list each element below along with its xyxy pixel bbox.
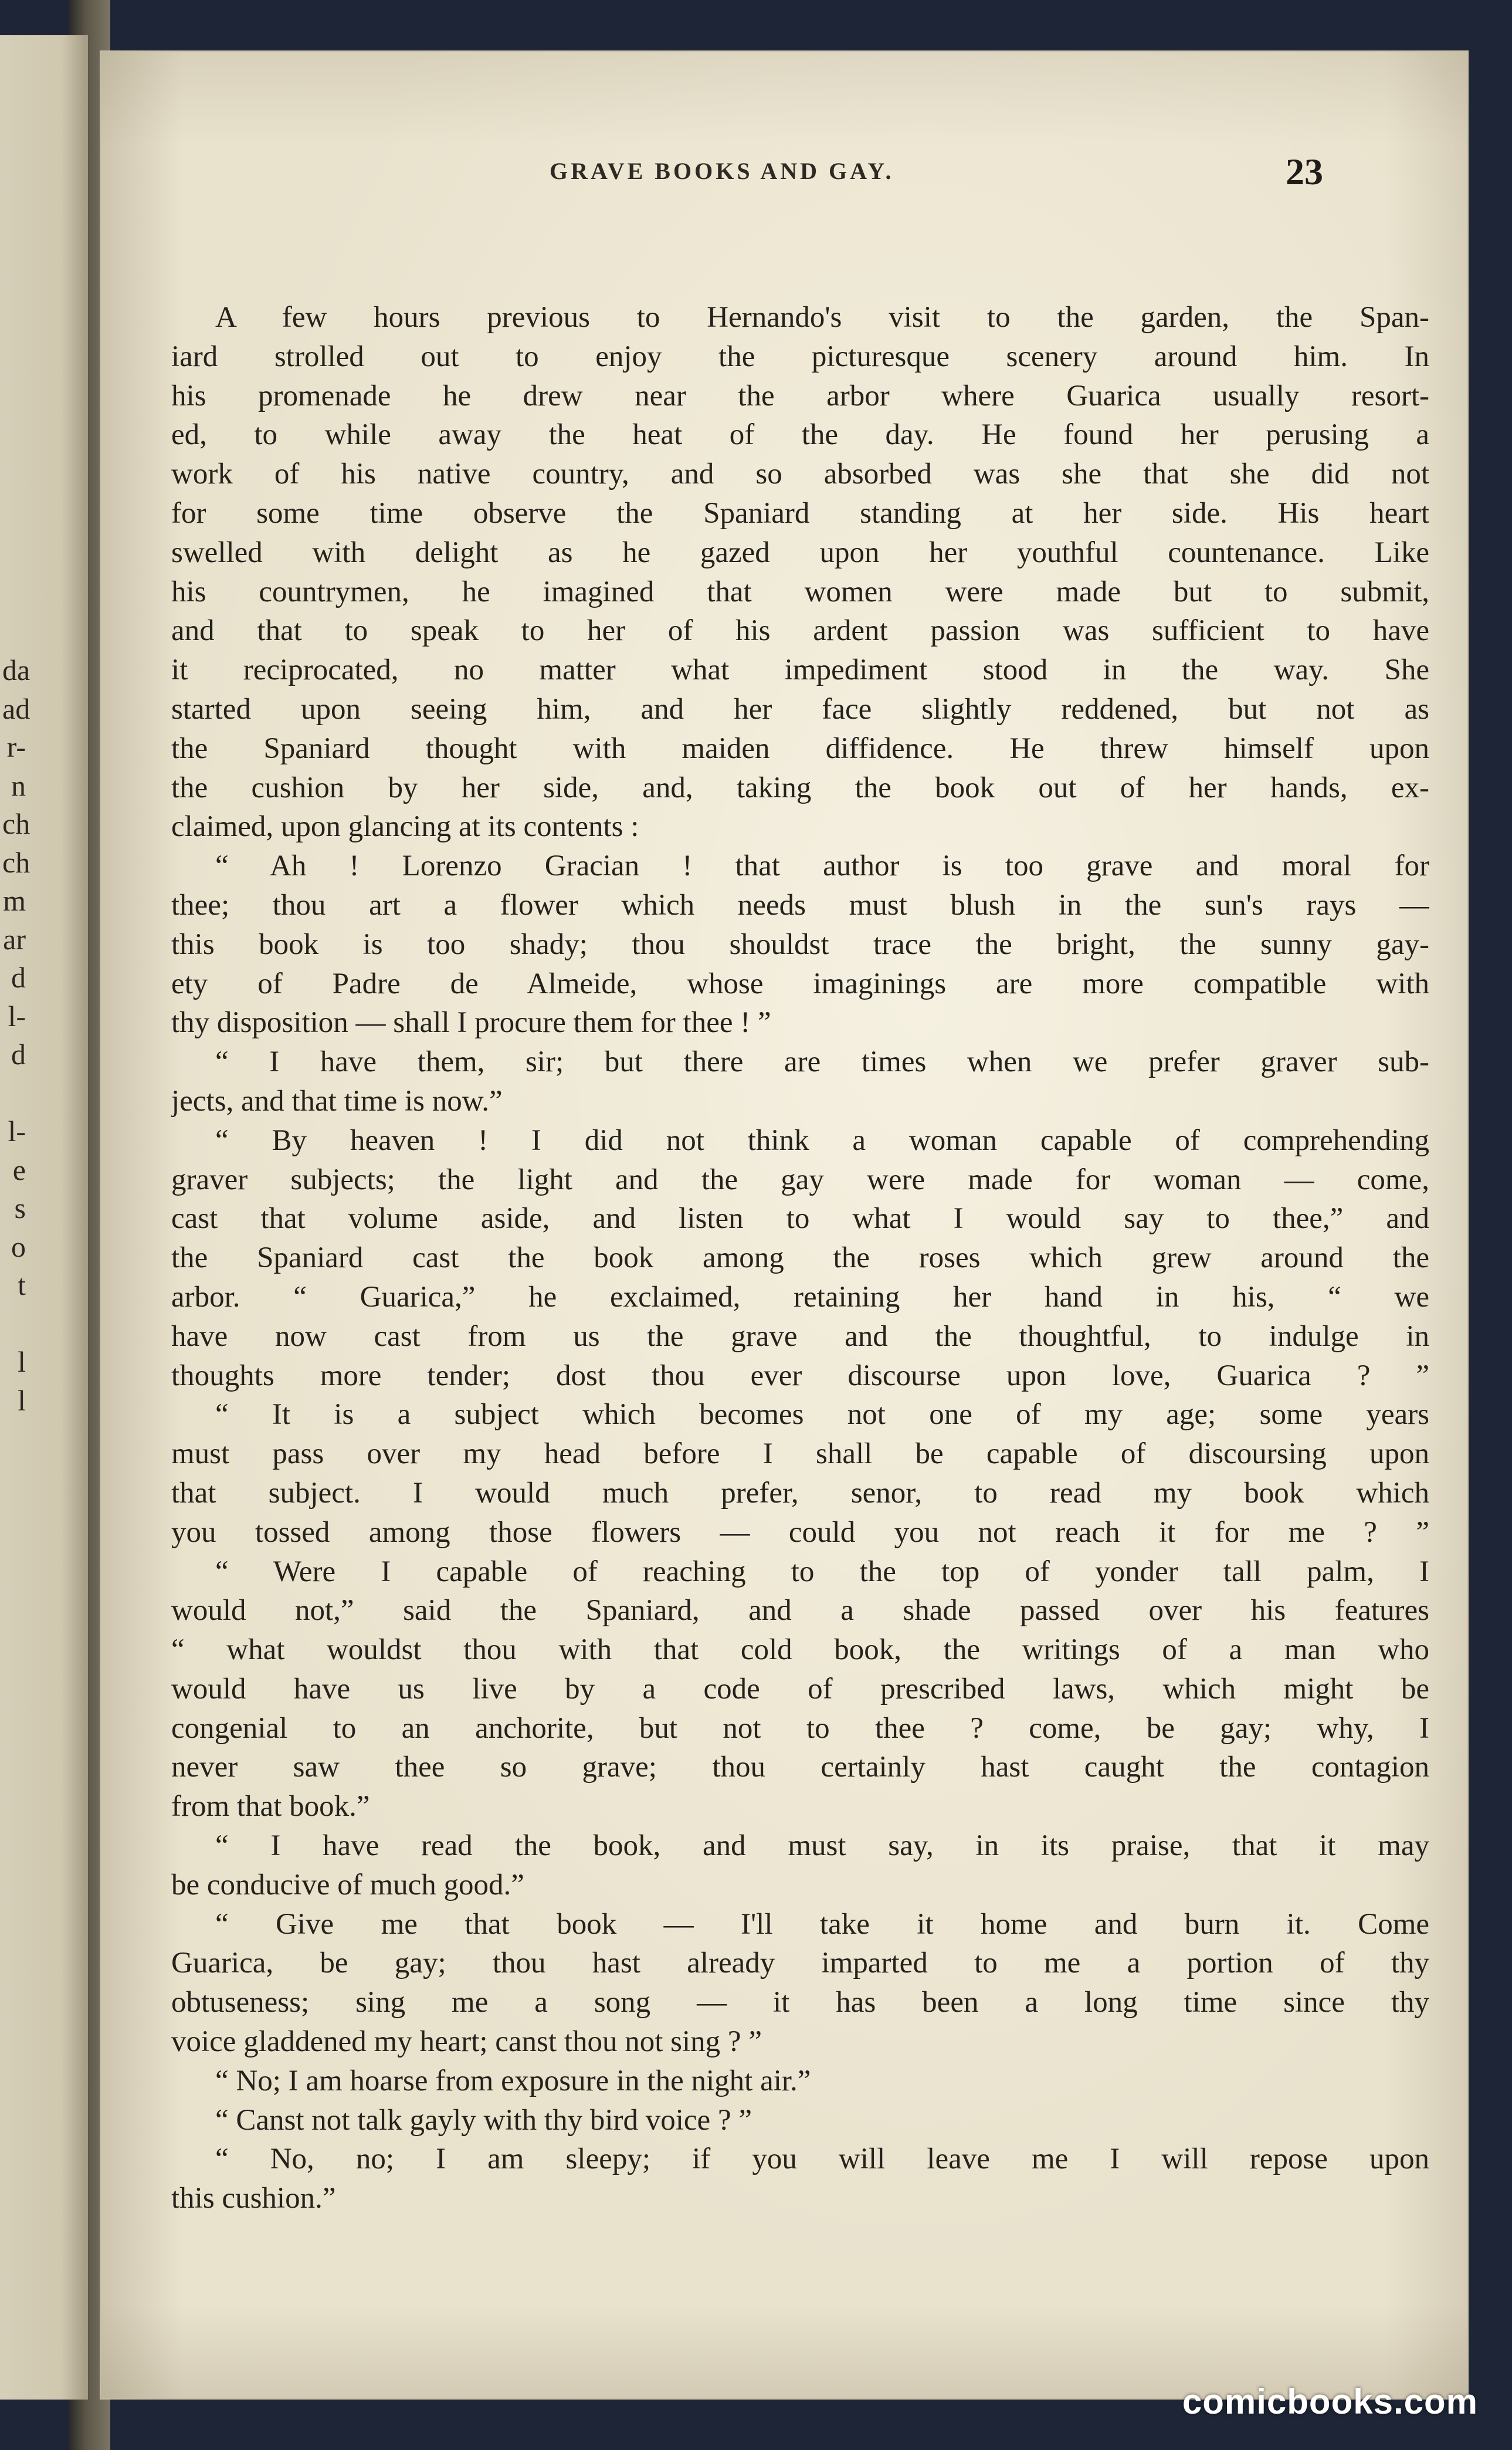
previous-page-fragment: n bbox=[11, 769, 26, 802]
text-line: “ Give me that book — I'll take it home and burn it. Come bbox=[215, 1907, 1429, 1941]
previous-page-fragment: m bbox=[3, 884, 26, 917]
text-line: the cushion by her side, and, taking the book out of her hands, ex- bbox=[171, 771, 1429, 804]
previous-page-fragment: o bbox=[11, 1230, 26, 1263]
previous-page-fragment: l- bbox=[8, 1115, 26, 1148]
text-line: claimed, upon glancing at its contents : bbox=[171, 810, 639, 844]
text-line: “ Canst not talk gayly with thy bird voice ? ” bbox=[215, 2103, 752, 2137]
text-line: A few hours previous to Hernando's visit to the garden, the Span- bbox=[215, 301, 1429, 334]
text-line: thy disposition — shall I procure them for thee ! ” bbox=[171, 1006, 771, 1040]
text-line: his countrymen, he imagined that women were made but to submit, bbox=[171, 575, 1429, 608]
text-line: obtuseness; sing me a song — it has been a long time since thy bbox=[171, 1986, 1429, 2019]
previous-page-fragment bbox=[2, 1074, 84, 1113]
text-line: would not,” said the Spaniard, and a shade passed over his features bbox=[171, 1594, 1429, 1627]
previous-page-fragment: l bbox=[18, 1383, 26, 1417]
running-head bbox=[101, 151, 1467, 204]
text-line: jects, and that time is now.” bbox=[171, 1084, 503, 1118]
text-line: this cushion.” bbox=[171, 2182, 336, 2215]
text-line: you tossed among those flowers — could you not reach it for me ? ” bbox=[171, 1515, 1429, 1549]
text-line: “ No, no; I am sleepy; if you will leave me I will repose upon bbox=[215, 2143, 1429, 2176]
text-line: “ I have read the book, and must say, in its praise, that it may bbox=[215, 1829, 1429, 1863]
text-line: congenial to an anchorite, but not to thee ? come, be gay; why, I bbox=[171, 1711, 1429, 1745]
text-line: arbor. “ Guarica,” he exclaimed, retaining her hand in his, “ we bbox=[171, 1280, 1429, 1314]
text-line: voice gladdened my heart; canst thou not sing ? ” bbox=[171, 2025, 762, 2059]
text-line: “ Ah ! Lorenzo Gracian ! that author is too grave and moral for bbox=[215, 850, 1429, 883]
previous-page-fragment: t bbox=[18, 1268, 26, 1301]
previous-page-fragment: e bbox=[12, 1153, 26, 1186]
previous-page-fragment: l bbox=[18, 1345, 26, 1378]
text-line: cast that volume aside, and listen to what I would say to thee,” and bbox=[171, 1202, 1429, 1236]
text-line: ety of Padre de Almeide, whose imaginings are more compatible with bbox=[171, 967, 1429, 1000]
previous-page-fragment: ar bbox=[3, 922, 26, 956]
text-line: thee; thou art a flower which needs must blush in the sun's rays — bbox=[171, 888, 1429, 922]
previous-page-fragment bbox=[2, 1305, 84, 1344]
text-line: ed, to while away the heat of the day. He found her perusing a bbox=[171, 418, 1429, 452]
body-text bbox=[171, 298, 1429, 2218]
text-line: this book is too shady; thou shouldst trace the bright, the sunny gay- bbox=[171, 928, 1429, 961]
previous-page-fragment: d bbox=[11, 961, 26, 994]
text-line: “ No; I am hoarse from exposure in the night air.” bbox=[215, 2064, 811, 2097]
book-page bbox=[101, 52, 1467, 2398]
text-line: swelled with delight as he gazed upon her youthful countenance. Like bbox=[171, 536, 1429, 569]
previous-page-fragment: r- bbox=[6, 730, 26, 763]
previous-page-fragment: ch bbox=[2, 845, 30, 879]
previous-page-text-fragments bbox=[2, 651, 84, 1420]
page-number: 23 bbox=[1286, 151, 1323, 192]
text-line: from that book.” bbox=[171, 1790, 370, 1823]
text-line: “ By heaven ! I did not think a woman capable of comprehending bbox=[215, 1124, 1429, 1157]
text-line: the Spaniard cast the book among the roses which grew around the bbox=[171, 1241, 1429, 1275]
text-line: “ It is a subject which becomes not one of my age; some years bbox=[215, 1398, 1429, 1432]
text-line: work of his native country, and so absorbed was she that she did not bbox=[171, 458, 1429, 491]
text-line: that subject. I would much prefer, senor, to read my book which bbox=[171, 1476, 1429, 1510]
text-line: for some time observe the Spaniard standing at her side. His heart bbox=[171, 496, 1429, 530]
text-line: his promenade he drew near the arbor where Guarica usually resort- bbox=[171, 379, 1429, 412]
text-line: have now cast from us the grave and the thoughtful, to indulge in bbox=[171, 1319, 1429, 1353]
text-line: must pass over my head before I shall be capable of discoursing upon bbox=[171, 1437, 1429, 1471]
text-line: iard strolled out to enjoy the picturesque scenery around him. In bbox=[171, 340, 1429, 373]
text-line: it reciprocated, no matter what impediment stood in the way. She bbox=[171, 654, 1429, 687]
text-line: would have us live by a code of prescribed laws, which might be bbox=[171, 1672, 1429, 1705]
text-line: Guarica, be gay; thou hast already imparted to me a portion of thy bbox=[171, 1947, 1429, 1980]
text-line: be conducive of much good.” bbox=[171, 1868, 524, 1901]
previous-page-fragment: s bbox=[14, 1192, 26, 1224]
previous-page-fragment: d bbox=[11, 1038, 26, 1071]
previous-page-edge bbox=[0, 35, 88, 2400]
text-line: the Spaniard thought with maiden diffidence. He threw himself upon bbox=[171, 732, 1429, 765]
text-line: “ Were I capable of reaching to the top of yonder tall palm, I bbox=[215, 1555, 1429, 1588]
site-watermark: comicbooks.com bbox=[1182, 2382, 1478, 2421]
previous-page-fragment: l- bbox=[8, 999, 26, 1033]
running-title: GRAVE BOOKS AND GAY. bbox=[550, 158, 894, 184]
previous-page-fragment: ad bbox=[2, 692, 30, 725]
text-line: “ I have them, sir; but there are times when we prefer graver sub- bbox=[215, 1045, 1429, 1079]
text-line: started upon seeing him, and her face slightly reddened, but not as bbox=[171, 692, 1429, 726]
text-line: graver subjects; the light and the gay were made for woman — come, bbox=[171, 1163, 1429, 1196]
text-line: never saw thee so grave; thou certainly hast caught the contagion bbox=[171, 1751, 1429, 1784]
previous-page-fragment: ch bbox=[2, 807, 30, 840]
text-line: and that to speak to her of his ardent passion was sufficient to have bbox=[171, 614, 1429, 648]
text-line: thoughts more tender; dost thou ever discourse upon love, Guarica ? ” bbox=[171, 1359, 1429, 1392]
text-line: “ what wouldst thou with that cold book, the writings of a man who bbox=[171, 1633, 1429, 1667]
previous-page-fragment: da bbox=[2, 654, 30, 686]
